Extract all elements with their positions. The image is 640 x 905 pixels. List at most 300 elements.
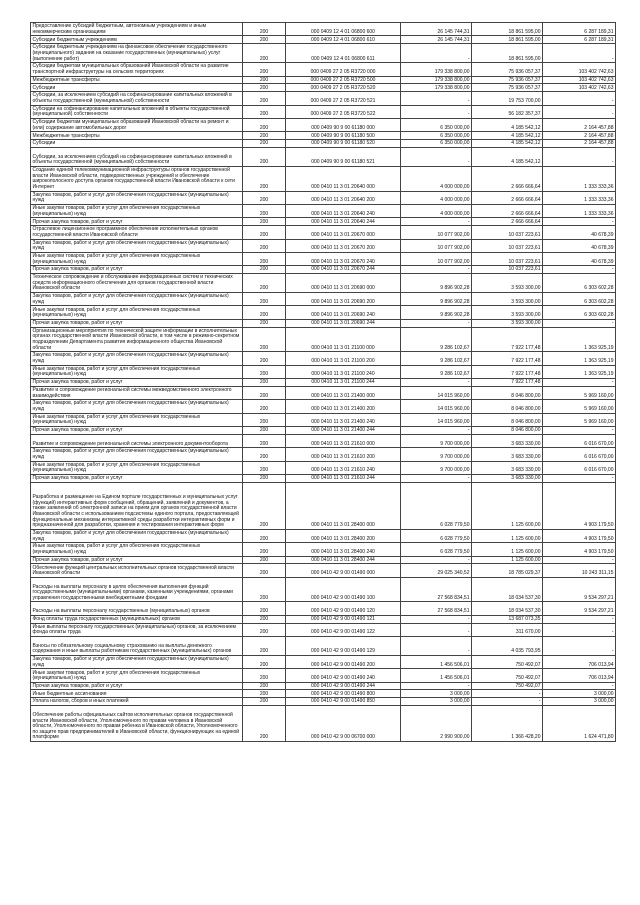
row-executed-amount: 18 785 029,37 [472,564,543,577]
table-row [31,636,616,655]
row-line-code: 200 [243,226,286,239]
row-unexecuted-amount: 40 678,39 [543,226,616,239]
row-executed-amount: 1 366 428,20 [472,706,543,742]
row-unexecuted-amount: - [543,427,616,435]
row-executed-amount: 3 593 300,00 [472,319,543,327]
table-row [31,379,616,387]
row-budget-classification-code: 000 0410 11 3 01 21100 000 [286,327,401,352]
row-unexecuted-amount: 1 333 333,36 [543,166,616,191]
row-unexecuted-amount: 5 969 160,00 [543,386,616,399]
table-row [31,239,616,252]
row-executed-amount: 750 492,07 [472,655,543,668]
table-row [31,140,616,148]
table-row [31,529,616,542]
table-row [31,327,616,352]
row-executed-amount: 2 666 666,64 [472,204,543,217]
row-approved-amount: 3 000,00 [401,698,472,706]
row-unexecuted-amount: 2 164 457,88 [543,132,616,140]
row-unexecuted-amount: - [543,266,616,274]
row-approved-amount: 1 456 506,01 [401,655,472,668]
row-executed-amount: - [472,690,543,698]
row-unexecuted-amount: 2 164 457,88 [543,140,616,148]
row-executed-amount: 8 046 800,00 [472,413,543,426]
table-row [31,132,616,140]
row-name: Отраслевое лицензионное программное обеспечение исполнительных органов государственной власти Ивановской области [31,226,243,239]
row-budget-classification-code: 000 0409 90 9 00 61180 521 [286,147,401,166]
budget-execution-table [30,22,616,742]
row-line-code: 200 [243,239,286,252]
table-row [31,226,616,239]
row-budget-classification-code: 000 0409 27 2 05 R3720 520 [286,84,401,92]
row-name: Закупка товаров, работ и услуг для обеспечения государственных (муниципальных) нужд [31,448,243,461]
row-budget-classification-code: 000 0410 11 3 01 21400 200 [286,400,401,413]
row-executed-amount: 3 593 300,00 [472,293,543,306]
row-budget-classification-code: 000 0410 11 3 01 20640 244 [286,218,401,226]
row-approved-amount: - [401,623,472,636]
row-executed-amount: 4 185 542,12 [472,140,543,148]
table-row [31,118,616,131]
row-unexecuted-amount: - [543,636,616,655]
row-name: Расходы на выплаты персоналу в целях обеспечения выполнения функций государственными (муниципальными) органами, казенными учреждениями, органами управления государственными внебюджетными фондами [31,577,243,602]
row-line-code: 200 [243,706,286,742]
row-name: Расходы на выплаты персоналу государственных (муниципальных) органов [31,602,243,615]
row-approved-amount: 179 338 800,00 [401,84,472,92]
row-approved-amount: - [401,105,472,118]
row-line-code: 200 [243,327,286,352]
row-name: Субсидии [31,84,243,92]
row-budget-classification-code: 000 0409 27 2 05 R3720 000 [286,63,401,76]
row-unexecuted-amount: - [543,623,616,636]
row-name: Прочая закупка товаров, работ и услуг [31,427,243,435]
row-name: Взносы по обязательному социальному страхованию на выплаты денежного содержания и иные выплаты работникам государственных (муниципальных) органов [31,636,243,655]
row-name: Разработка и размещение на Едином портале государственных и муниципальных услуг (функций) интерактивных форм сообщений, обращений, заявлений и документов, а также заявлений об электронной записи на прием для органов государственной власти Ивановской области с использованием подсистемы единого портала, предоставляющей функциональные механизмы интерактивной среды разработки интерактивных форм и предназначенной для разработки, хранения и тестирования интерактивных форм [31,482,243,529]
table-row [31,352,616,365]
row-budget-classification-code: 000 0409 27 2 05 R3720 522 [286,105,401,118]
row-approved-amount: 9 286 102,67 [401,352,472,365]
row-budget-classification-code: 000 0410 11 3 01 21610 244 [286,474,401,482]
table-row [31,92,616,105]
row-line-code: 200 [243,36,286,44]
row-unexecuted-amount: 706 013,94 [543,669,616,682]
row-name: Иные бюджетные ассигнования [31,690,243,698]
row-approved-amount: 9 700 000,00 [401,448,472,461]
row-name: Межбюджетные трансферты [31,76,243,84]
row-unexecuted-amount: - [543,92,616,105]
row-unexecuted-amount: 1 363 925,19 [543,365,616,378]
table-row [31,166,616,191]
row-approved-amount: 6 028 779,50 [401,482,472,529]
table-row [31,602,616,615]
row-unexecuted-amount: - [543,556,616,564]
row-unexecuted-amount: - [543,682,616,690]
row-executed-amount: 1 125 600,00 [472,543,543,556]
row-budget-classification-code: 000 0410 42 9 00 01490 244 [286,682,401,690]
row-name: Закупка товаров, работ и услуг для обеспечения государственных (муниципальных) нужд [31,191,243,204]
row-line-code: 200 [243,386,286,399]
row-name: Иные закупки товаров, работ и услуг для обеспечения государственных (муниципальных) нужд [31,365,243,378]
row-line-code: 200 [243,636,286,655]
row-line-code: 200 [243,690,286,698]
row-budget-classification-code: 000 0410 11 3 01 21100 240 [286,365,401,378]
table-row [31,461,616,474]
row-line-code: 200 [243,474,286,482]
row-executed-amount: 13 687 073,35 [472,615,543,623]
row-unexecuted-amount: 1 363 925,19 [543,327,616,352]
row-unexecuted-amount: - [543,379,616,387]
row-executed-amount: 3 683 330,00 [472,461,543,474]
row-unexecuted-amount: 5 969 160,00 [543,413,616,426]
row-unexecuted-amount: 6 016 670,00 [543,434,616,447]
row-name: Закупка товаров, работ и услуг для обеспечения государственных (муниципальных) нужд [31,400,243,413]
row-budget-classification-code: 000 0410 42 9 00 01490 121 [286,615,401,623]
row-line-code: 200 [243,306,286,319]
row-line-code: 200 [243,698,286,706]
row-executed-amount: 7 922 177,48 [472,352,543,365]
row-approved-amount: - [401,379,472,387]
row-executed-amount: 750 492,07 [472,669,543,682]
table-row [31,427,616,435]
table-row [31,76,616,84]
row-budget-classification-code: 000 0410 11 3 01 20670 240 [286,252,401,265]
row-approved-amount: - [401,147,472,166]
row-name: Обеспечение работы официальных сайтов исполнительных органов государственной власти Ивановской области, Уполномоченного по правам человека в Ивановской области, Уполномоченного по правам ребенка в Ивановской области, Уполномоченного по защите прав предпринимателей в Ивановской области, функционирующих на единой платформе [31,706,243,742]
row-executed-amount: 8 046 800,00 [472,400,543,413]
row-approved-amount: 26 145 744,31 [401,23,472,36]
row-line-code: 200 [243,379,286,387]
row-budget-classification-code: 000 0410 11 3 01 20670 200 [286,239,401,252]
row-approved-amount: 9 700 000,00 [401,461,472,474]
row-approved-amount: - [401,319,472,327]
row-unexecuted-amount: 6 303 602,28 [543,306,616,319]
row-approved-amount: 9 700 000,00 [401,434,472,447]
row-approved-amount: 179 338 800,00 [401,63,472,76]
row-unexecuted-amount: 2 164 457,88 [543,118,616,131]
table-row [31,698,616,706]
row-unexecuted-amount: 40 678,39 [543,252,616,265]
table-row [31,274,616,293]
table-row [31,105,616,118]
row-name: Прочая закупка товаров, работ и услуг [31,682,243,690]
row-executed-amount: 75 936 057,37 [472,84,543,92]
row-approved-amount: - [401,615,472,623]
row-line-code: 200 [243,615,286,623]
row-executed-amount: 18 861 595,00 [472,44,543,63]
row-approved-amount: 179 338 800,00 [401,76,472,84]
row-unexecuted-amount: 3 000,00 [543,698,616,706]
table-row [31,63,616,76]
row-approved-amount: 9 896 902,28 [401,293,472,306]
row-name: Иные закупки товаров, работ и услуг для обеспечения государственных (муниципальных) нужд [31,306,243,319]
row-name: Иные закупки товаров, работ и услуг для обеспечения государственных (муниципальных) нужд [31,543,243,556]
row-executed-amount: 10 037 223,61 [472,226,543,239]
row-budget-classification-code: 000 0410 11 3 01 20640 200 [286,191,401,204]
row-budget-classification-code: 000 0410 11 3 01 20670 244 [286,266,401,274]
row-approved-amount: 2 990 900,00 [401,706,472,742]
table-row [31,564,616,577]
row-budget-classification-code: 000 0410 11 3 01 20690 200 [286,293,401,306]
row-executed-amount: 10 037 223,61 [472,266,543,274]
row-line-code: 200 [243,140,286,148]
row-budget-classification-code: 000 0410 42 9 00 01490 850 [286,698,401,706]
row-approved-amount: 6 350 000,00 [401,140,472,148]
row-name: Закупка товаров, работ и услуг для обеспечения государственных (муниципальных) нужд [31,293,243,306]
row-unexecuted-amount: 4 903 179,50 [543,543,616,556]
row-approved-amount: 9 896 902,28 [401,306,472,319]
row-name: Прочая закупка товаров, работ и услуг [31,319,243,327]
row-executed-amount: 7 922 177,48 [472,365,543,378]
row-line-code: 200 [243,23,286,36]
row-name: Иные закупки товаров, работ и услуг для обеспечения государственных (муниципальных) нужд [31,252,243,265]
row-executed-amount: 8 046 800,00 [472,386,543,399]
row-approved-amount: 6 350 000,00 [401,118,472,131]
table-row [31,218,616,226]
row-name: Субсидии на софинансирование капитальных вложений в объекты государственной (муниципальной) собственности [31,105,243,118]
row-executed-amount: 3 683 330,00 [472,448,543,461]
row-budget-classification-code: 000 0410 42 9 00 01490 000 [286,564,401,577]
row-unexecuted-amount: 1 624 471,80 [543,706,616,742]
table-row [31,252,616,265]
row-unexecuted-amount: - [543,615,616,623]
table-row [31,36,616,44]
row-executed-amount: 1 125 600,00 [472,556,543,564]
row-budget-classification-code: 000 0409 27 2 05 R3720 521 [286,92,401,105]
table-row [31,482,616,529]
row-line-code: 200 [243,602,286,615]
row-approved-amount: 4 000 000,00 [401,204,472,217]
row-unexecuted-amount: 9 534 297,21 [543,577,616,602]
row-name: Субсидии бюджетам муниципальных образований Ивановской области на ремонт и (или) содержание автомобильных дорог [31,118,243,131]
row-approved-amount: - [401,636,472,655]
row-name: Организационные мероприятия по технической защите информации в исполнительных органах государственной власти Ивановской области, в том числе в режимно-секретном подразделении Департамента развития информационного общества Ивановской области [31,327,243,352]
row-budget-classification-code: 000 0409 12 4 01 06800 610 [286,36,401,44]
row-budget-classification-code: 000 0410 11 3 01 21610 240 [286,461,401,474]
row-line-code: 200 [243,191,286,204]
table-row [31,682,616,690]
row-line-code: 200 [243,400,286,413]
row-line-code: 200 [243,44,286,63]
row-unexecuted-amount: 3 000,00 [543,690,616,698]
row-executed-amount: 4 185 542,12 [472,118,543,131]
row-approved-amount: 27 568 834,51 [401,602,472,615]
row-name: Иные закупки товаров, работ и услуг для обеспечения государственных (муниципальных) нужд [31,204,243,217]
row-name: Закупка товаров, работ и услуг для обеспечения государственных (муниципальных) нужд [31,655,243,668]
table-row [31,191,616,204]
table-row [31,577,616,602]
row-budget-classification-code: 000 0410 42 9 00 01490 240 [286,669,401,682]
table-row [31,204,616,217]
table-row [31,147,616,166]
row-unexecuted-amount: - [543,474,616,482]
row-unexecuted-amount: 103 402 742,63 [543,76,616,84]
row-unexecuted-amount: 6 016 670,00 [543,461,616,474]
row-approved-amount: 9 286 102,67 [401,327,472,352]
row-approved-amount: 10 077 902,00 [401,239,472,252]
row-name: Прочая закупка товаров, работ и услуг [31,379,243,387]
row-name: Субсидии бюджетным учреждениям [31,36,243,44]
row-name: Развитие и сопровождение региональной системы межведомственного электронного взаимодействия [31,386,243,399]
row-line-code: 200 [243,132,286,140]
row-budget-classification-code: 000 0409 90 9 00 61180 500 [286,132,401,140]
row-budget-classification-code: 000 0410 11 3 01 20690 000 [286,274,401,293]
row-budget-classification-code: 000 0410 42 9 00 01490 120 [286,602,401,615]
row-name: Иные закупки товаров, работ и услуг для обеспечения государственных (муниципальных) нужд [31,461,243,474]
row-line-code: 200 [243,427,286,435]
row-name: Прочая закупка товаров, работ и услуг [31,218,243,226]
row-budget-classification-code: 000 0410 42 9 00 01490 122 [286,623,401,636]
row-executed-amount: - [472,698,543,706]
row-executed-amount: 10 037 223,61 [472,239,543,252]
row-line-code: 200 [243,218,286,226]
row-approved-amount: 29 025 340,52 [401,564,472,577]
row-line-code: 200 [243,293,286,306]
budget-report-page [30,22,615,742]
row-unexecuted-amount: 9 534 297,21 [543,602,616,615]
table-row [31,448,616,461]
row-line-code: 200 [243,365,286,378]
row-name: Создание единой телекоммуникационной инфраструктуры органов государственной власти Ивановской области, подведомственных учреждений и обеспечение широкополосного доступа органов государственной власти Ивановской области к сети Интернет [31,166,243,191]
row-line-code: 200 [243,166,286,191]
row-unexecuted-amount: 6 303 602,28 [543,274,616,293]
row-line-code: 200 [243,413,286,426]
row-approved-amount: 10 077 902,00 [401,226,472,239]
row-budget-classification-code: 000 0410 11 3 01 28400 244 [286,556,401,564]
row-name: Иные выплаты персоналу государственных (муниципальных) органов, за исключением фонда оплаты труда [31,623,243,636]
table-row [31,319,616,327]
row-name: Закупка товаров, работ и услуг для обеспечения государственных (муниципальных) нужд [31,529,243,542]
row-unexecuted-amount: - [543,218,616,226]
row-executed-amount: 8 046 800,00 [472,427,543,435]
row-executed-amount: 1 125 600,00 [472,482,543,529]
row-approved-amount: 14 015 960,00 [401,400,472,413]
row-approved-amount: 6 028 779,50 [401,529,472,542]
row-name: Субсидии [31,140,243,148]
row-budget-classification-code: 000 0410 11 3 01 28400 000 [286,482,401,529]
row-unexecuted-amount: - [543,44,616,63]
row-line-code: 200 [243,461,286,474]
row-approved-amount: 9 896 902,28 [401,274,472,293]
row-budget-classification-code: 000 0410 11 3 01 21400 000 [286,386,401,399]
row-executed-amount: 750 492,07 [472,682,543,690]
row-approved-amount: 14 015 960,00 [401,413,472,426]
row-name: Фонд оплаты труда государственных (муниципальных) органов [31,615,243,623]
table-row [31,266,616,274]
row-budget-classification-code: 000 0410 42 9 00 01490 129 [286,636,401,655]
row-unexecuted-amount: 1 333 333,36 [543,191,616,204]
row-executed-amount: 19 753 700,00 [472,92,543,105]
row-executed-amount: 7 922 177,48 [472,379,543,387]
row-line-code: 200 [243,623,286,636]
row-executed-amount: 3 683 330,00 [472,474,543,482]
row-line-code: 200 [243,92,286,105]
row-executed-amount: 2 666 666,64 [472,166,543,191]
row-line-code: 200 [243,529,286,542]
row-approved-amount: - [401,427,472,435]
row-executed-amount: 3 593 300,00 [472,274,543,293]
row-approved-amount: 1 456 506,01 [401,669,472,682]
table-row [31,23,616,36]
row-name: Прочая закупка товаров, работ и услуг [31,266,243,274]
row-line-code: 200 [243,84,286,92]
row-name: Субсидии бюджетным учреждениям на финансовое обеспечение государственного (муниципального) задания на оказание государственных (муниципальных) услуг (выполнение работ) [31,44,243,63]
row-name: Предоставление субсидий бюджетным, автономным учреждениям и иным некоммерческим организациям [31,23,243,36]
row-executed-amount: 1 125 600,00 [472,529,543,542]
row-line-code: 200 [243,434,286,447]
table-row [31,413,616,426]
row-budget-classification-code: 000 0410 11 3 01 20690 244 [286,319,401,327]
row-name: Межбюджетные трансферты [31,132,243,140]
row-name: Закупка товаров, работ и услуг для обеспечения государственных (муниципальных) нужд [31,239,243,252]
row-unexecuted-amount: - [543,105,616,118]
row-approved-amount: - [401,474,472,482]
row-budget-classification-code: 000 0410 42 9 00 01490 100 [286,577,401,602]
row-budget-classification-code: 000 0410 11 3 01 20690 240 [286,306,401,319]
row-budget-classification-code: 000 0410 11 3 01 21610 000 [286,434,401,447]
row-budget-classification-code: 000 0410 11 3 01 20640 000 [286,166,401,191]
row-executed-amount: 3 683 330,00 [472,434,543,447]
table-row [31,400,616,413]
row-budget-classification-code: 000 0410 42 9 00 01490 800 [286,690,401,698]
table-row [31,706,616,742]
row-executed-amount: 18 861 595,00 [472,23,543,36]
table-row [31,655,616,668]
row-line-code: 200 [243,352,286,365]
row-line-code: 200 [243,76,286,84]
row-budget-classification-code: 000 0410 11 3 01 20640 240 [286,204,401,217]
row-budget-classification-code: 000 0410 42 9 00 06700 000 [286,706,401,742]
row-unexecuted-amount: 103 402 742,63 [543,63,616,76]
row-line-code: 200 [243,543,286,556]
row-name: Уплата налогов, сборов и иных платежей [31,698,243,706]
row-budget-classification-code: 000 0410 11 3 01 20670 000 [286,226,401,239]
row-executed-amount: 18 034 537,30 [472,577,543,602]
row-executed-amount: 56 182 357,37 [472,105,543,118]
row-executed-amount: 311 670,00 [472,623,543,636]
row-approved-amount: - [401,682,472,690]
row-approved-amount: - [401,218,472,226]
table-row [31,474,616,482]
row-line-code: 200 [243,274,286,293]
row-line-code: 200 [243,448,286,461]
table-row [31,669,616,682]
row-approved-amount: - [401,44,472,63]
table-row [31,365,616,378]
row-unexecuted-amount: 4 903 179,50 [543,529,616,542]
row-unexecuted-amount: 10 243 311,15 [543,564,616,577]
row-line-code: 200 [243,147,286,166]
row-executed-amount: 10 037 223,61 [472,252,543,265]
row-name: Техническое сопровождение и обслуживание информационных систем и технических средств информационного обеспечения для органов государственной власти Ивановской области [31,274,243,293]
table-row [31,84,616,92]
row-unexecuted-amount: 6 287 189,31 [543,23,616,36]
table-row [31,306,616,319]
row-name: Субсидии, за исключением субсидий на софинансирование капитальных вложений в объекты государственной (муниципальной) собственности [31,92,243,105]
row-budget-classification-code: 000 0410 11 3 01 21100 200 [286,352,401,365]
row-executed-amount: 2 666 666,64 [472,218,543,226]
row-name: Прочая закупка товаров, работ и услуг [31,556,243,564]
row-executed-amount: 3 593 300,00 [472,306,543,319]
row-executed-amount: 18 861 595,00 [472,36,543,44]
row-line-code: 200 [243,252,286,265]
row-approved-amount: 10 077 902,00 [401,252,472,265]
row-budget-classification-code: 000 0409 90 9 00 61180 520 [286,140,401,148]
row-unexecuted-amount: - [543,319,616,327]
row-line-code: 200 [243,655,286,668]
row-line-code: 200 [243,266,286,274]
table-row [31,434,616,447]
row-line-code: 200 [243,319,286,327]
row-line-code: 200 [243,682,286,690]
row-budget-classification-code: 000 0410 42 9 00 01490 200 [286,655,401,668]
